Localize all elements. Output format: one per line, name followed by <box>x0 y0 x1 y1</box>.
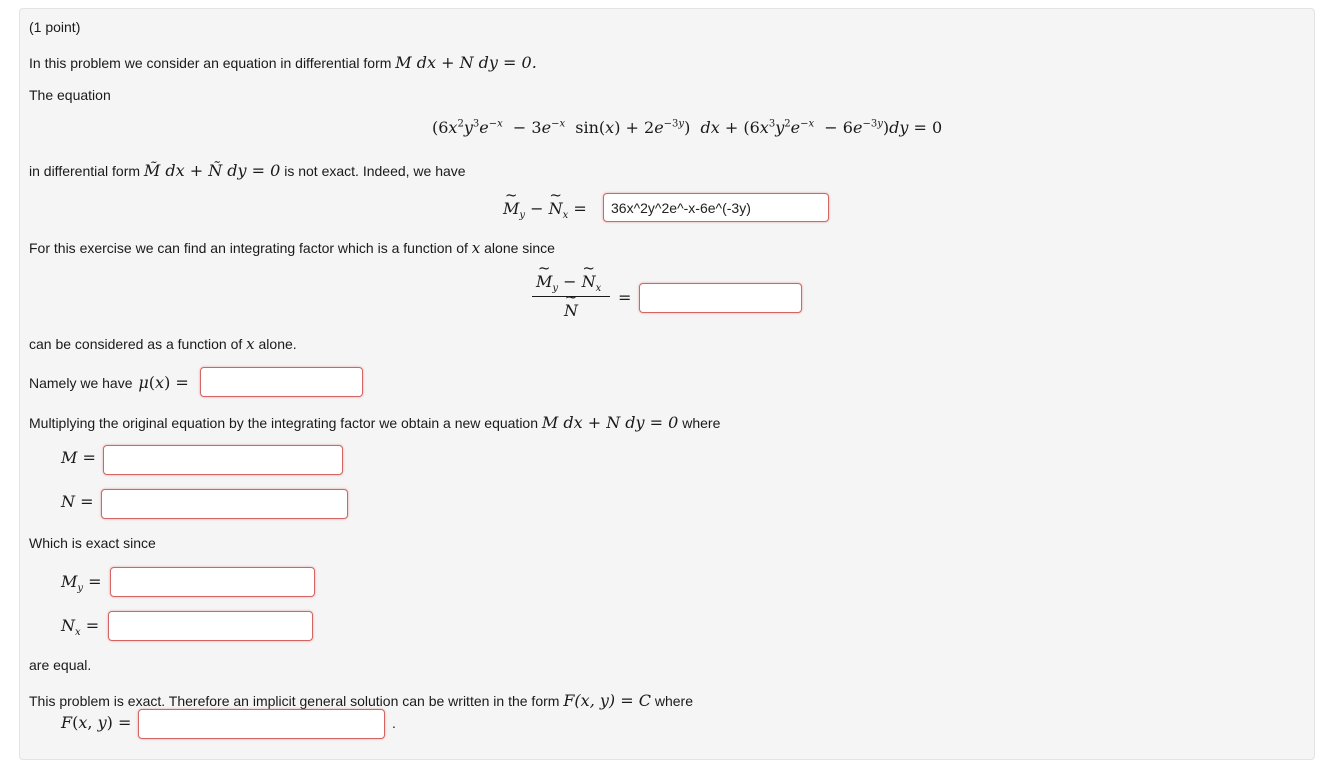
my-minus-nx-input[interactable] <box>603 193 829 222</box>
My-label: $M_y$ = <box>61 572 102 595</box>
not-exact-text-a: in differential form <box>29 163 141 179</box>
integrating-text-b: alone since <box>484 240 555 256</box>
multiplying-line <box>29 413 720 432</box>
integrating-text-a: For this exercise we can find an integrating factor which is a function of <box>29 240 468 256</box>
F-input[interactable] <box>138 709 385 739</box>
trailing-period: . <box>392 715 396 731</box>
considered-text-b: alone. <box>258 336 297 352</box>
Nx-input[interactable] <box>108 611 313 641</box>
which-exact-text: Which is exact since <box>29 535 156 551</box>
considered-text-a: can be considered as a function of <box>29 336 243 352</box>
where-text: where <box>682 415 721 431</box>
N-label: N = <box>61 492 94 511</box>
not-exact-math: M̃ dx + Ñ dy = 0 <box>143 161 281 180</box>
exact-text: This problem is exact. Therefore an implicit general solution can be written in the form <box>29 693 560 709</box>
multiplying-math: M dx + N dy = 0 <box>541 413 679 432</box>
namely-text: Namely we have <box>29 375 133 391</box>
are-equal-text: are equal. <box>29 657 92 673</box>
My-input[interactable] <box>110 567 315 597</box>
not-exact-line <box>29 161 466 180</box>
points-label: (1 point) <box>29 19 81 35</box>
my-minus-nx-label: ~ $M_y$ − ~ $N_x$ = <box>503 199 587 221</box>
multiplying-text: Multiplying the original equation by the integrating factor we obtain a new equation <box>29 415 538 431</box>
fraction-equals: = <box>618 288 632 307</box>
M-input[interactable] <box>103 445 343 475</box>
intro-text: In this problem we consider an equation in differential form <box>29 55 392 71</box>
Nx-label: $N_x$ = <box>61 616 100 639</box>
integrating-line <box>29 239 555 257</box>
mu-input[interactable] <box>200 367 363 397</box>
fraction-numerator: ~ $M_y$ − ~ $N_x$ <box>536 272 601 294</box>
main-equation: ($6x^2y^3e^{-x} - 3e^{-x}$ $\sin(x) + 2e^{-3y}$) dx + $(6x^3y^2e^{-x} - 6e^{-3y})dy = 0$ <box>432 118 943 137</box>
intro-line <box>29 53 537 72</box>
x-var-2: x <box>246 335 255 353</box>
exact-math: F(x, y) = C <box>563 691 651 710</box>
not-exact-text-b: is not exact. Indeed, we have <box>284 163 466 179</box>
exact-line <box>29 691 693 710</box>
F-label: F(x, y) = <box>61 713 132 732</box>
ratio-input[interactable] <box>639 283 802 313</box>
the-equation-label: The equation <box>29 87 111 103</box>
M-label: M = <box>61 448 96 467</box>
fraction-denominator: ~ N <box>564 301 578 320</box>
namely-line: Namely we have μ(x) = <box>29 373 189 392</box>
where-text-2: where <box>654 693 693 709</box>
intro-math: M dx + N dy = 0. <box>395 53 537 72</box>
considered-line <box>29 335 297 353</box>
N-input[interactable] <box>101 489 348 519</box>
x-var-1: x <box>471 239 481 257</box>
